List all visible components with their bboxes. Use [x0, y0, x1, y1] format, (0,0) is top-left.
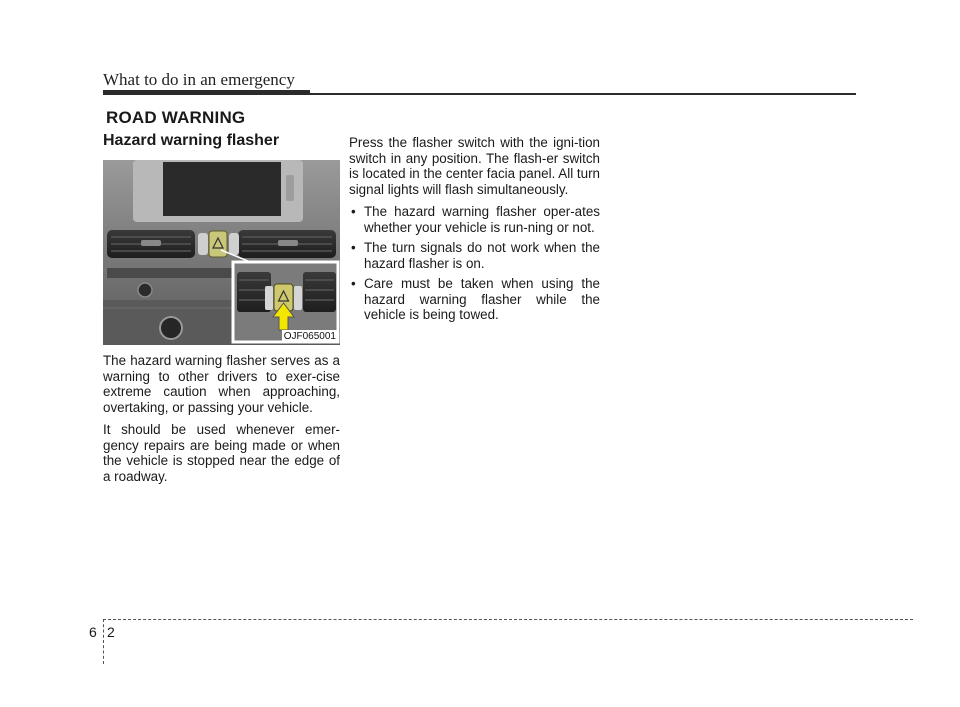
figure-code-label: OJF065001 — [283, 331, 336, 342]
chapter-number: 6 — [89, 624, 97, 640]
footer-divider — [103, 619, 104, 664]
list-item — [349, 276, 600, 323]
header-rule-thin — [310, 93, 856, 95]
header-rule-thick — [103, 90, 310, 95]
paragraph: It should be used whenever emer-gency repairs are being made or when the vehicle is stopped near the edge of a roadway. — [103, 422, 340, 484]
dashboard-illustration — [103, 160, 340, 345]
list-item — [349, 204, 600, 235]
section-title: ROAD WARNING — [106, 108, 246, 127]
bullet-glyph: • — [351, 240, 356, 255]
right-column-text — [349, 135, 600, 328]
left-column-text — [103, 353, 340, 491]
list-item — [349, 240, 600, 271]
intro-paragraph: Press the flasher switch with the igni-tion switch in any position. The flash-er switch is located in the center facia panel. All turn signal lights will flash simultaneously. — [349, 135, 600, 197]
list-item-text: The hazard warning flasher oper-ates whether your vehicle is run-ning or not. — [364, 204, 600, 235]
hazard-switch-figure — [103, 160, 340, 345]
sub-heading: Hazard warning flasher — [103, 132, 280, 149]
list-item-text: The turn signals do not work when the hazard flasher is on. — [364, 240, 600, 271]
list-item-text: Care must be taken when using the hazard warning flasher while the vehicle is being towed. — [364, 276, 600, 322]
footer-rule — [103, 619, 913, 620]
bullet-glyph: • — [351, 204, 356, 219]
chapter-title: What to do in an emergency — [103, 70, 295, 89]
paragraph: The hazard warning flasher serves as a warning to other drivers to exer-cise extreme caution when approaching, overtaking, or passing your vehicle. — [103, 353, 340, 415]
bullet-list — [349, 204, 600, 323]
page-number: 2 — [107, 624, 115, 640]
bullet-glyph: • — [351, 276, 356, 291]
